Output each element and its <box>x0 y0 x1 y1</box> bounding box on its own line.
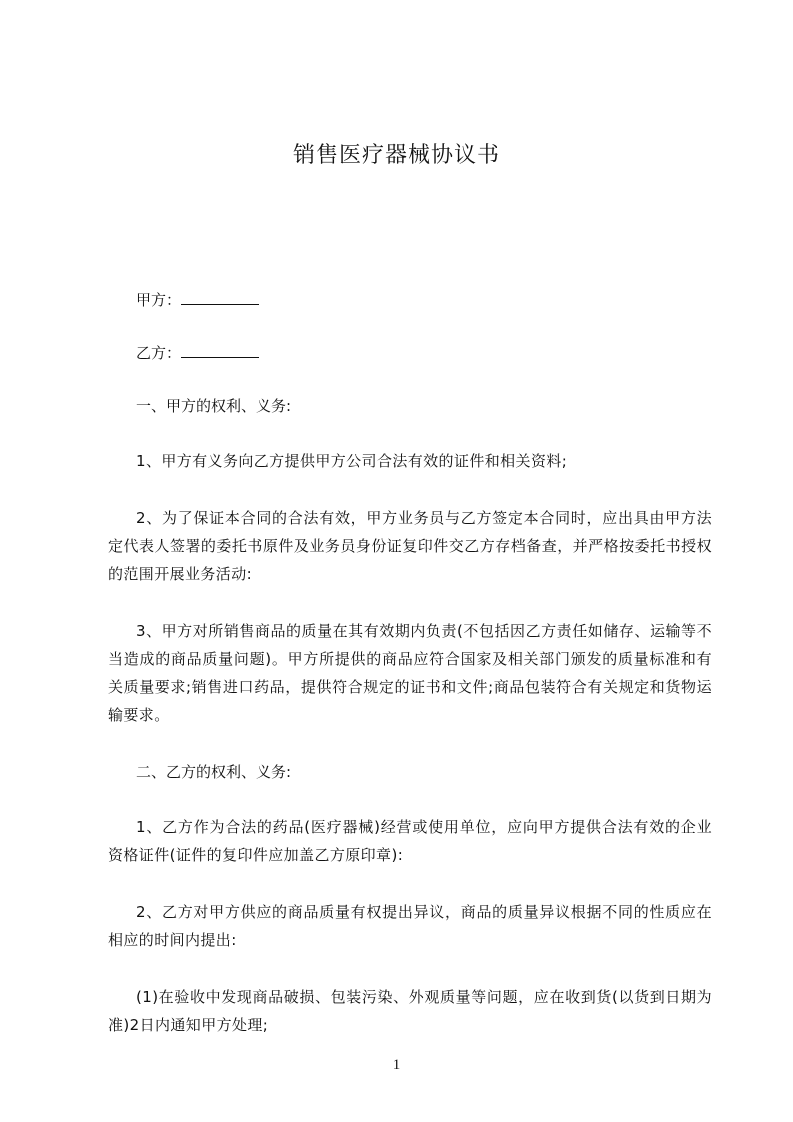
party-a-line <box>136 286 712 314</box>
document-title: 销售医疗器械协议书 <box>292 143 500 168</box>
party-b-line <box>136 339 712 367</box>
section-one-paragraph-3: 3、甲方对所销售商品的质量在其有效期内负责(不包括因乙方责任如储存、运输等不当造成的商品质量问题)。甲方所提供的商品应符合国家及相关部门颁发的质量标准和有关质量要求;销售进口药品，提供符合规定的证书和文件;商品包装符合有关规定和货物运输要求。 <box>108 622 712 724</box>
section-one-heading: 一、甲方的权利、义务: <box>136 397 292 415</box>
section-one-paragraph-2: 2、为了保证本合同的合法有效，甲方业务员与乙方签定本合同时，应出具由甲方法定代表人签署的委托书原件及业务员身份证复印件交乙方存档备查，并严格按委托书授权的范围开展业务活动: <box>108 509 712 583</box>
party-a-label: 甲方： <box>136 291 182 309</box>
party-a-blank <box>181 289 259 305</box>
party-b-blank <box>181 342 259 358</box>
document-body <box>108 286 712 1068</box>
section-two-paragraph-1: 1、乙方作为合法的药品(医疗器械)经营或使用单位，应向甲方提供合法有效的企业资格证件(证件的复印件应加盖乙方原印章): <box>108 818 712 864</box>
page-number: 1 <box>392 1057 401 1073</box>
section-two-paragraph-2: 2、乙方对甲方供应的商品质量有权提出异议，商品的质量异议根据不同的性质应在相应的时间内提出: <box>108 903 712 949</box>
section-two-paragraph-3: (1)在验收中发现商品破损、包装污染、外观质量等问题，应在收到货(以货到日期为准)2日内通知甲方处理; <box>108 988 712 1034</box>
party-b-label: 乙方： <box>136 344 182 362</box>
section-one-paragraph-1: 1、甲方有义务向乙方提供甲方公司合法有效的证件和相关资料; <box>136 452 568 470</box>
section-two-heading: 二、乙方的权利、义务: <box>136 763 292 781</box>
